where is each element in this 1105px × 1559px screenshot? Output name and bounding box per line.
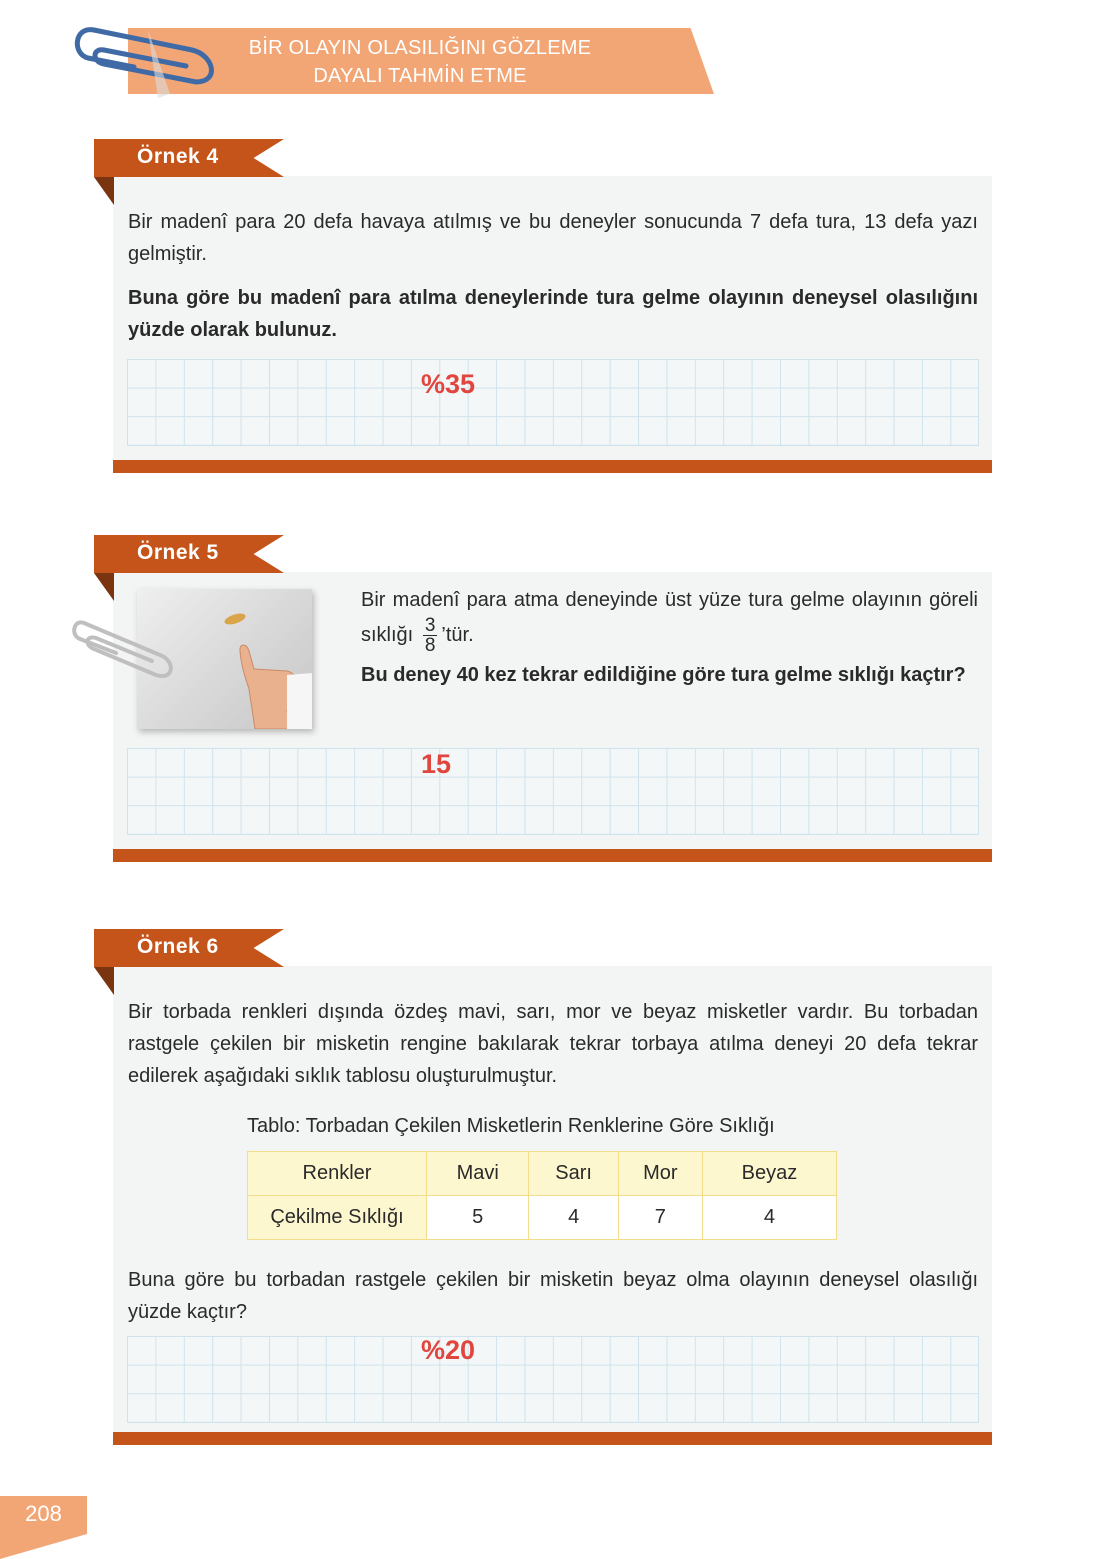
example-6-answer: %20	[421, 1335, 476, 1365]
table-row-label: Çekilme Sıklığı	[248, 1196, 427, 1240]
table-header-cell: Renkler	[248, 1152, 427, 1196]
paperclip-icon	[74, 20, 224, 100]
example-5-answer-grid[interactable]	[127, 748, 979, 835]
table-cell: 4	[702, 1196, 836, 1240]
paperclip-small-icon	[72, 615, 182, 680]
example-4-question: Buna göre bu madenî para atılma deneylerinde tura gelme olayının deneysel olasılığını yüzde olarak bulunuz.	[128, 287, 978, 341]
example-6-label: Örnek 6	[137, 935, 219, 958]
example-6-answer-grid[interactable]	[127, 1336, 979, 1423]
example-4-bottom-bar	[113, 460, 992, 473]
page-number-tail	[0, 1534, 87, 1559]
example-4-answer: %35	[421, 369, 476, 399]
frequency-table	[247, 1151, 837, 1240]
fraction-denominator: 8	[424, 635, 436, 656]
table-header-cell: Beyaz	[702, 1152, 836, 1196]
section-title	[200, 34, 640, 90]
example-5-question: Bu deney 40 kez tekrar edildiğine göre tura gelme sıklığı kaçtır?	[361, 664, 966, 686]
table-header-row	[248, 1152, 837, 1196]
example-6-bottom-bar	[113, 1432, 992, 1445]
section-title-line2: DAYALI TAHMİN ETME	[313, 65, 527, 87]
table-header-cell: Sarı	[529, 1152, 618, 1196]
example-5-answer: 15	[421, 749, 452, 779]
example-5-label: Örnek 5	[137, 541, 219, 564]
example-5-text-before: Bir madenî para atma deneyinde üst yüze tura gelme olayının göreli sıklığı	[361, 589, 978, 646]
page-number: 208	[25, 1501, 62, 1526]
table-cell: 4	[529, 1196, 618, 1240]
example-4-tab-fold	[94, 177, 114, 205]
example-4-label: Örnek 4	[137, 145, 219, 168]
table-caption: Tablo: Torbadan Çekilen Misketlerin Renklerine Göre Sıklığı	[247, 1115, 775, 1137]
example-6-text: Bir torbada renkleri dışında özdeş mavi, sarı, mor ve beyaz misketler vardır. Bu torbadan rastgele çekilen bir misketin rengine bakılarak tekrar torbaya atılma deneyi 20 defa tekrar edilerek aşağıdaki sıklık tablosu oluşturulmuştur.	[128, 1001, 978, 1087]
table-cell: 7	[618, 1196, 702, 1240]
example-6-question: Buna göre bu torbadan rastgele çekilen bir misketin beyaz olma olayının deneysel olasılığı yüzde kaçtır?	[128, 1269, 978, 1323]
example-5-bottom-bar	[113, 849, 992, 862]
fraction-numerator: 3	[424, 615, 436, 636]
example-4-answer-grid[interactable]	[127, 359, 979, 446]
example-6-tab-fold	[94, 967, 114, 995]
example-4-text: Bir madenî para 20 defa havaya atılmış ve bu deneyler sonucunda 7 defa tura, 13 defa yazı gelmiştir.	[128, 211, 978, 265]
table-header-cell: Mor	[618, 1152, 702, 1196]
section-title-line1: BİR OLAYIN OLASILIĞINI GÖZLEME	[248, 37, 592, 59]
example-5-text	[361, 584, 978, 655]
example-5-text-after: ’tür.	[441, 623, 474, 646]
table-row	[248, 1196, 837, 1240]
table-header-cell: Mavi	[427, 1152, 529, 1196]
fraction-3-8	[423, 616, 438, 655]
table-cell: 5	[427, 1196, 529, 1240]
example-5-tab-fold	[94, 573, 114, 601]
